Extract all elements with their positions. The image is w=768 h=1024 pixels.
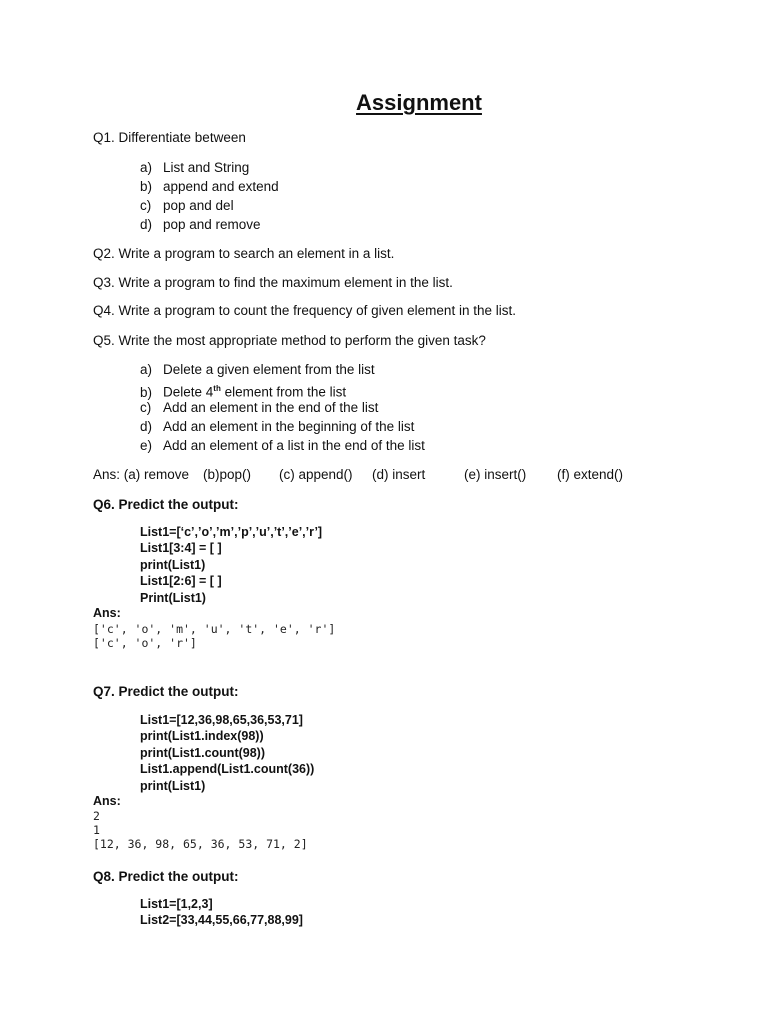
page-title: Assignment xyxy=(356,90,482,115)
q6-code-line: List1[3:4] = [ ] xyxy=(140,541,222,555)
q6-code-line: print(List1) xyxy=(140,558,206,572)
question-6: Q6. Predict the output: xyxy=(93,497,239,512)
q6-output-line: ['c', 'o', 'm', 'u', 't', 'e', 'r'] xyxy=(93,622,336,636)
q7-output-line: [12, 36, 98, 65, 36, 53, 71, 2] xyxy=(93,837,308,851)
question-7: Q7. Predict the output: xyxy=(93,684,239,699)
q5-answer-b: (b)pop() xyxy=(203,467,252,482)
q5-answer-f: (f) extend() xyxy=(557,467,624,482)
q5-option-e: e) Add an element of a list in the end of the list xyxy=(140,438,425,453)
q5-answer-a: Ans: (a) remove xyxy=(93,467,190,482)
question-3: Q3. Write a program to find the maximum element in the list. xyxy=(93,275,453,290)
q5-option-d: d) Add an element in the beginning of the list xyxy=(140,419,415,434)
q6-output-line: ['c', 'o', 'r'] xyxy=(93,636,197,650)
q6-code-line: Print(List1) xyxy=(140,591,206,605)
question-2: Q2. Write a program to search an element in a list. xyxy=(93,246,395,261)
q7-code-line: List1=[12,36,98,65,36,53,71] xyxy=(140,713,303,727)
question-4: Q4. Write a program to count the frequency of given element in the list. xyxy=(93,303,516,318)
q5-answer-d: (d) insert xyxy=(372,467,426,482)
q1-option-a: a) List and String xyxy=(140,160,250,175)
q7-code-line: print(List1) xyxy=(140,779,206,793)
q8-code-line: List2=[33,44,55,66,77,88,99] xyxy=(140,913,303,927)
q6-answer-label: Ans: xyxy=(93,606,121,620)
q1-option-d: d) pop and remove xyxy=(140,217,261,232)
q7-code-line: List1.append(List1.count(36)) xyxy=(140,762,315,776)
q5-option-a: a) Delete a given element from the list xyxy=(140,362,375,377)
question-5: Q5. Write the most appropriate method to perform the given task? xyxy=(93,333,486,348)
q1-option-b: b) append and extend xyxy=(140,179,279,194)
q5-option-c: c) Add an element in the end of the list xyxy=(140,400,379,415)
q5-answer-e: (e) insert() xyxy=(464,467,527,482)
q7-code-line: print(List1.index(98)) xyxy=(140,729,264,743)
q1-option-c: c) pop and del xyxy=(140,198,234,213)
question-8: Q8. Predict the output: xyxy=(93,869,239,884)
q7-output-line: 2 xyxy=(93,809,100,823)
q6-code-line: List1[2:6] = [ ] xyxy=(140,574,222,588)
q5-answer-c: (c) append() xyxy=(279,467,353,482)
q7-code-line: print(List1.count(98)) xyxy=(140,746,265,760)
q7-output-line: 1 xyxy=(93,823,100,837)
q8-code-line: List1=[1,2,3] xyxy=(140,897,213,911)
q7-answer-label: Ans: xyxy=(93,794,121,808)
question-1: Q1. Differentiate between xyxy=(93,130,246,145)
q5-option-b: b) Delete 4th element from the list xyxy=(140,384,347,400)
q6-code-line: List1=[‘c’,’o’,’m’,’p’,’u’,’t’,’e’,’r’] xyxy=(140,525,323,539)
